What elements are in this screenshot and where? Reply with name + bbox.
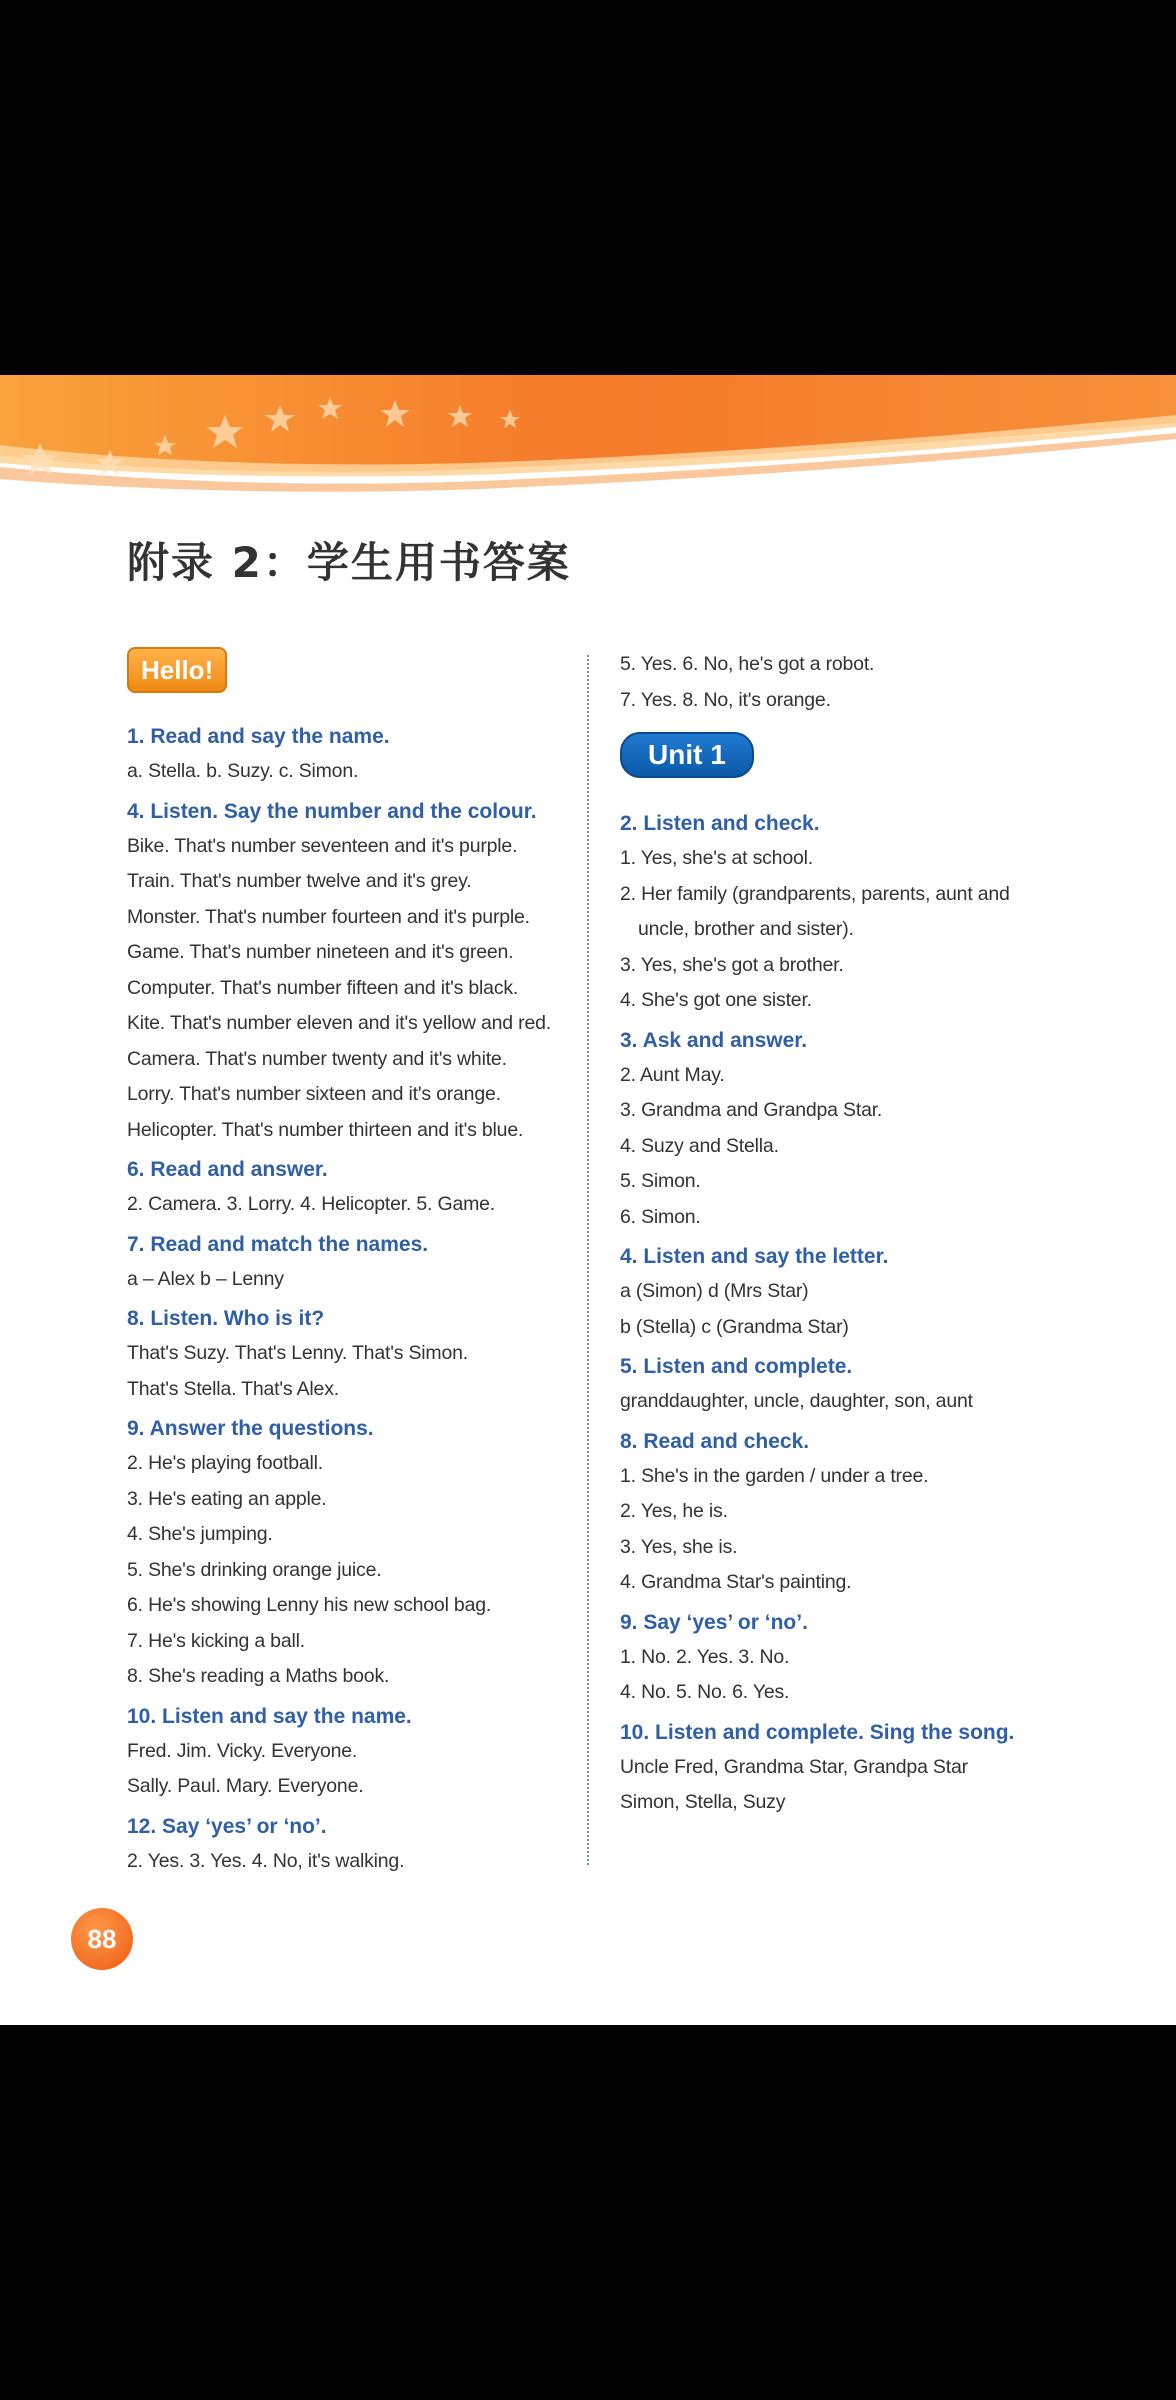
unit1-exercise-2	[620, 806, 1060, 1019]
unit1-exercise-5	[620, 1349, 1060, 1420]
answer-line: 1. She's in the garden / under a tree.	[620, 1464, 929, 1487]
answer-line: 6. He's showing Lenny his new school bag.	[127, 1594, 492, 1616]
exercise-heading: 10. Listen and say the name.	[127, 1704, 412, 1728]
answer-line: 4. Suzy and Stella.	[620, 1134, 779, 1157]
unit1-exercise-10	[620, 1715, 1060, 1821]
answer-line: Camera. That's number twenty and it's white.	[127, 1047, 507, 1070]
textbook-page	[0, 375, 1176, 2025]
answer-line: Helicopter. That's number thirteen and it's blue.	[127, 1118, 524, 1141]
exercise-8	[127, 1301, 567, 1407]
exercise-7	[127, 1227, 567, 1298]
answer-line: That's Stella. That's Alex.	[127, 1377, 339, 1400]
answer-line: b (Stella) c (Grandma Star)	[620, 1315, 849, 1338]
answer-line: 3. He's eating an apple.	[127, 1487, 327, 1510]
unit1-exercise-9	[620, 1605, 1060, 1711]
exercise-10	[127, 1699, 567, 1805]
column-divider	[587, 655, 589, 1865]
exercise-heading: 4. Listen and say the letter.	[620, 1245, 889, 1268]
answer-line: 8. She's reading a Maths book.	[127, 1665, 390, 1687]
answer-line: 3. Yes, she's got a brother.	[620, 953, 844, 976]
exercise-9	[127, 1411, 567, 1695]
answer-line: 3. Grandma and Grandpa Star.	[620, 1099, 883, 1121]
decorative-banner	[0, 375, 1176, 505]
answer-line: 2. Aunt May.	[620, 1063, 725, 1086]
answer-line: 2. Her family (grandparents, parents, aunt and	[620, 882, 1010, 905]
answer-line: Fred. Jim. Vicky. Everyone.	[127, 1739, 358, 1762]
answer-line: 1. Yes, she's at school.	[620, 847, 813, 869]
answer-line: granddaughter, uncle, daughter, son, aunt	[620, 1390, 973, 1412]
exercise-12	[127, 1809, 567, 1880]
answer-line: Uncle Fred, Grandma Star, Grandpa Star	[620, 1755, 968, 1778]
hello-badge: Hello!	[127, 647, 227, 693]
exercise-heading: 9. Answer the questions.	[127, 1417, 374, 1440]
answer-line: 2. Yes, he is.	[620, 1500, 728, 1522]
answer-line: Bike. That's number seventeen and it's purple.	[127, 834, 518, 857]
exercise-heading: 7. Read and match the names.	[127, 1232, 429, 1256]
answer-line: a. Stella. b. Suzy. c. Simon.	[127, 760, 359, 782]
answer-line: 4. Grandma Star's painting.	[620, 1571, 852, 1593]
answer-line: 4. She's jumping.	[127, 1523, 273, 1545]
exercise-heading: 4. Listen. Say the number and the colour.	[127, 799, 537, 823]
answer-line: 7. He's kicking a ball.	[127, 1629, 305, 1652]
unit1-exercise-3	[620, 1023, 1060, 1236]
answer-line: 2. Camera. 3. Lorry. 4. Helicopter. 5. Game.	[127, 1193, 495, 1215]
answer-line: 5. Simon.	[620, 1170, 701, 1192]
exercise-heading: 8. Read and check.	[620, 1429, 810, 1453]
answer-line: Game. That's number nineteen and it's green.	[127, 941, 514, 963]
answer-line: 1. No. 2. Yes. 3. No.	[620, 1645, 790, 1668]
answer-line: 4. She's got one sister.	[620, 989, 812, 1011]
exercise-heading: 9. Say ‘yes’ or ‘no’.	[620, 1610, 808, 1634]
unit-1-badge: Unit 1	[620, 732, 754, 778]
exercise-heading: 6. Read and answer.	[127, 1158, 328, 1181]
answer-line: Sally. Paul. Mary. Everyone.	[127, 1775, 364, 1797]
answer-line: a – Alex b – Lenny	[127, 1267, 284, 1290]
answer-line: Computer. That's number fifteen and it's black.	[127, 976, 519, 999]
exercise-1	[127, 719, 567, 790]
left-column	[127, 647, 567, 1879]
answer-line: 5. Yes. 6. No, he's got a robot.	[620, 653, 875, 675]
answer-line: Monster. That's number fourteen and it's purple.	[127, 905, 530, 928]
exercise-heading: 10. Listen and complete. Sing the song.	[620, 1720, 1015, 1744]
exercise-heading: 12. Say ‘yes’ or ‘no’.	[127, 1814, 327, 1838]
exercise-heading: 1. Read and say the name.	[127, 725, 390, 748]
exercise-4	[127, 794, 567, 1149]
exercise-heading: 8. Listen. Who is it?	[127, 1307, 325, 1330]
page-number-badge: 88	[71, 1908, 133, 1970]
unit1-exercise-4	[620, 1239, 1060, 1345]
answer-line: 4. No. 5. No. 6. Yes.	[620, 1681, 790, 1703]
exercise-heading: 3. Ask and answer.	[620, 1028, 808, 1052]
exercise-heading: 5. Listen and complete.	[620, 1355, 853, 1378]
exercise-heading: 2. Listen and check.	[620, 812, 820, 835]
answer-line: uncle, brother and sister).	[638, 918, 854, 940]
answer-line: 3. Yes, she is.	[620, 1535, 738, 1558]
answer-line: 7. Yes. 8. No, it's orange.	[620, 688, 831, 711]
answer-line: 2. He's playing football.	[127, 1452, 324, 1474]
answer-line: 2. Yes. 3. Yes. 4. No, it's walking.	[127, 1849, 405, 1872]
answer-line: a (Simon) d (Mrs Star)	[620, 1280, 809, 1302]
answer-line: Kite. That's number eleven and it's yellow and red.	[127, 1012, 551, 1034]
answer-line: Lorry. That's number sixteen and it's orange.	[127, 1083, 501, 1105]
answer-line: That's Suzy. That's Lenny. That's Simon.	[127, 1342, 468, 1364]
answer-line: 5. She's drinking orange juice.	[127, 1558, 382, 1581]
unit1-exercise-8	[620, 1424, 1060, 1601]
answer-line: Simon, Stella, Suzy	[620, 1791, 786, 1813]
right-column	[620, 647, 1060, 1821]
answer-line: Train. That's number twelve and it's grey.	[127, 870, 472, 892]
exercise-6	[127, 1152, 567, 1223]
page-title: 附录 2：学生用书答案	[127, 538, 571, 587]
answer-line: 6. Simon.	[620, 1205, 701, 1228]
